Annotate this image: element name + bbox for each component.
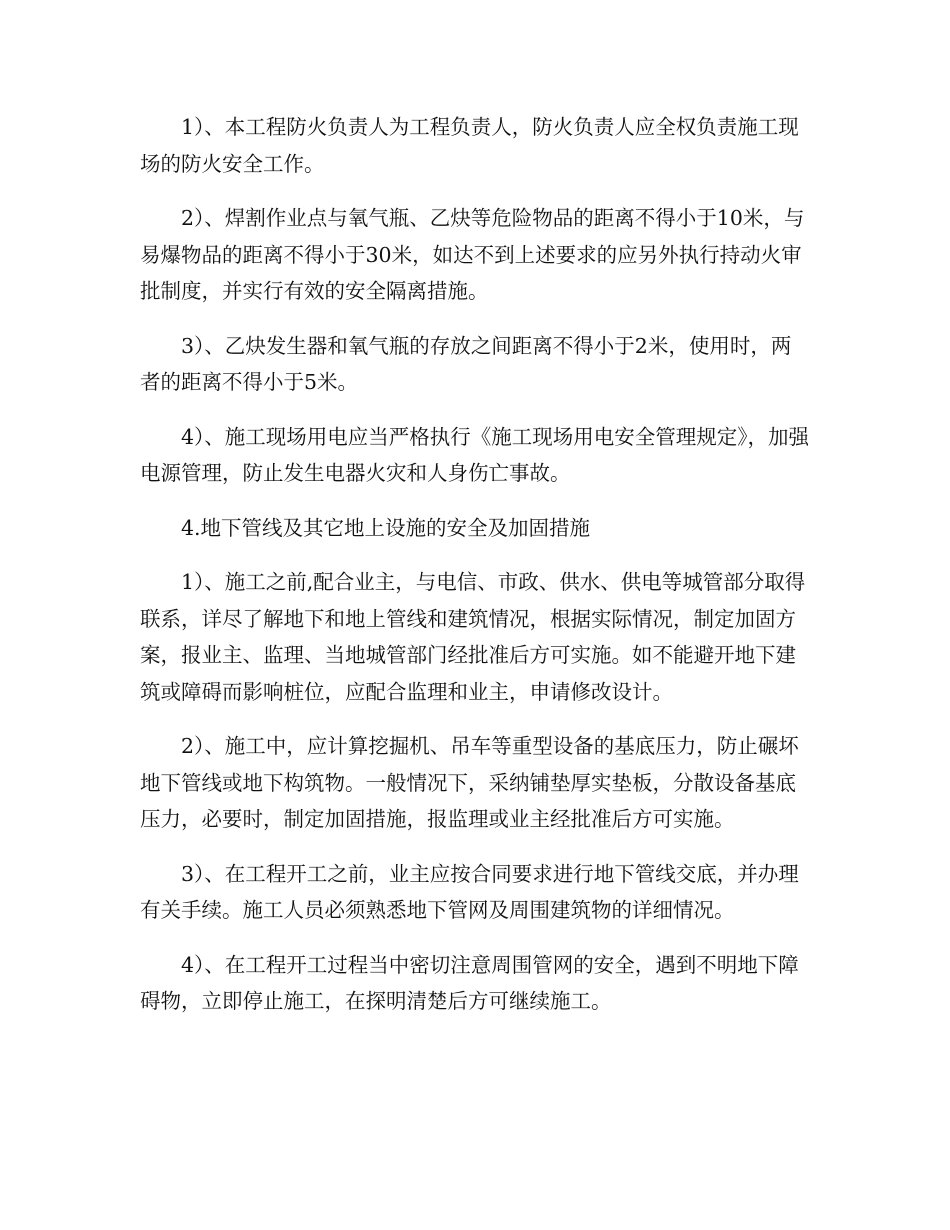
paragraph-fire-1: 1）、本工程防火负责人为工程负责人，防火负责人应全权负责施工现场的防火安全工作。 bbox=[140, 115, 799, 176]
section-heading: 4.地下管线及其它地上设施的安全及加固措施 bbox=[181, 515, 591, 540]
paragraph-pipeline-2: 2）、施工中，应计算挖掘机、吊车等重型设备的基底压力，防止碾坏地下管线或地下构筑物。一般情况下，采纳铺垫厚实垫板，分散设备基底压力，必要时，制定加固措施，报监理或业主经批准后方可实施。 bbox=[140, 734, 799, 831]
paragraph-pipeline-4: 4）、在工程开工过程当中密切注意周围管网的安全，遇到不明地下障碍物，立即停止施工，在探明清楚后方可继续施工。 bbox=[140, 952, 799, 1013]
paragraph-pipeline-1: 1）、施工之前,配合业主，与电信、市政、供水、供电等城管部分取得联系，详尽了解地下和地上管线和建筑情况，根据实际情况，制定加固方案，报业主、监理、当地城管部门经批准后方可实施。如不能避开地下建筑或障碍而影响桩位，应配合监理和业主，申请修改设计。 bbox=[140, 570, 806, 704]
paragraph-fire-4: 4）、施工现场用电应当严格执行《施工现场用电安全管理规定》，加强电源管理，防止发生电器火灾和人身伤亡事故。 bbox=[140, 424, 810, 485]
paragraph-pipeline-3: 3）、在工程开工之前，业主应按合同要求进行地下管线交底，并办理有关手续。施工人员必须熟悉地下管网及周围建筑物的详细情况。 bbox=[140, 861, 799, 922]
paragraph-fire-2: 2）、焊割作业点与氧气瓶、乙炔等危险物品的距离不得小于10米，与易爆物品的距离不得小于30米，如达不到上述要求的应另外执行持动火审批制度，并实行有效的安全隔离措施。 bbox=[140, 206, 805, 303]
paragraph-fire-3: 3）、乙炔发生器和氧气瓶的存放之间距离不得小于2米，使用时，两者的距离不得小于5米。 bbox=[140, 333, 792, 394]
document-body bbox=[140, 109, 810, 1038]
